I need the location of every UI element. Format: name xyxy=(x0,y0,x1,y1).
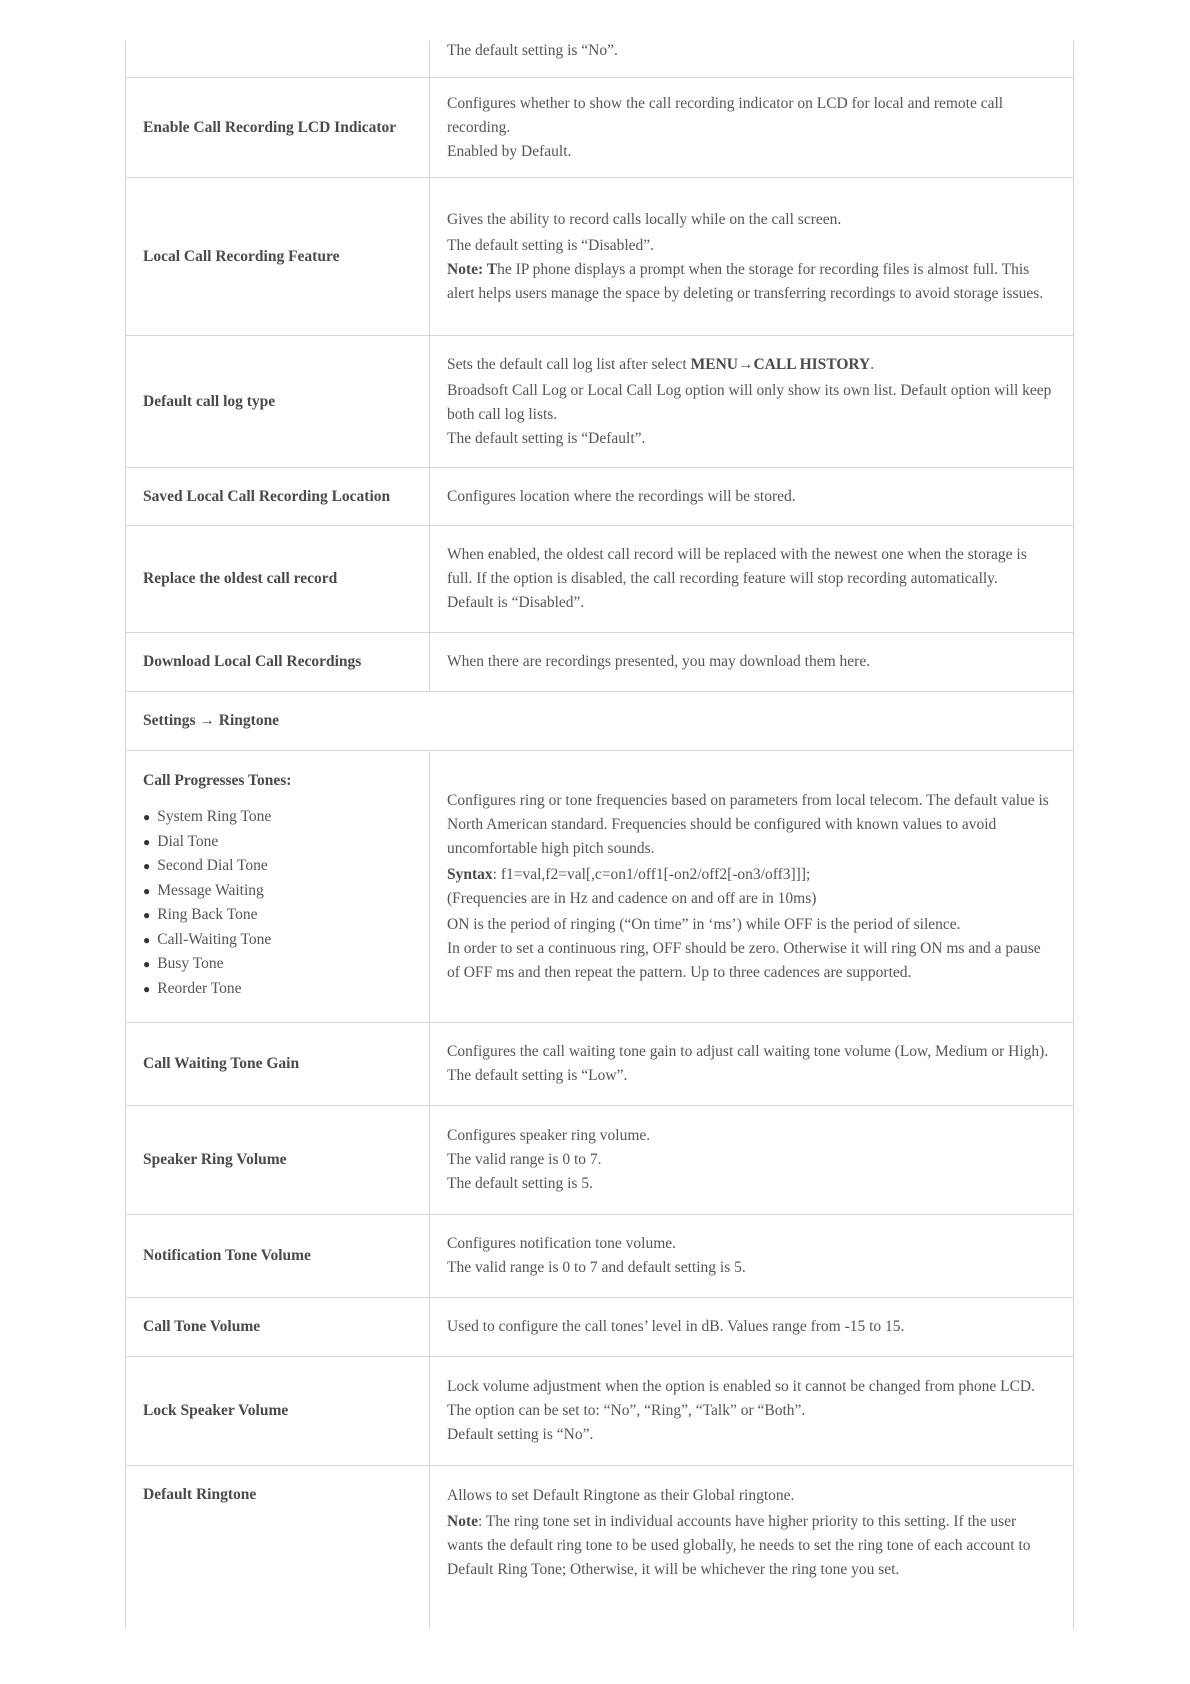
description-line: Used to configure the call tones’ level in dB. Values range from -15 to 15. xyxy=(447,1318,905,1335)
list-item-label: Call-Waiting Tone xyxy=(157,930,272,948)
row-label: Call Progresses Tones: xyxy=(143,772,292,789)
row-description xyxy=(430,1466,1073,1630)
list-item-label: Ring Back Tone xyxy=(157,906,258,923)
row-label-cell xyxy=(126,751,430,1022)
list-item-label: Second Dial Tone xyxy=(157,857,268,874)
row-label: Saved Local Call Recording Location xyxy=(126,468,430,525)
table-row xyxy=(126,336,1073,468)
row-label: Local Call Recording Feature xyxy=(126,178,430,335)
list-item-label: Message Waiting xyxy=(157,881,264,899)
row-description xyxy=(430,1023,1073,1105)
note-paragraph xyxy=(447,1510,1056,1582)
bullet-icon: ● xyxy=(143,981,151,996)
description-line: The default setting is “No”. xyxy=(447,42,618,59)
row-description xyxy=(430,633,1073,691)
bullet-icon: ● xyxy=(143,883,151,898)
table-row xyxy=(126,178,1073,336)
table-row xyxy=(126,1106,1073,1215)
syntax-label: Syntax xyxy=(447,865,493,883)
description-line: The default setting is “Default”. xyxy=(447,429,646,447)
table-row xyxy=(126,78,1073,178)
syntax-text: : f1=val,f2=val[,c=on1/off1[-on2/off2[-on3/off3]]]; xyxy=(492,865,811,883)
list-item xyxy=(143,928,271,953)
row-label: Notification Tone Volume xyxy=(126,1215,430,1297)
section-title: Settings → Ringtone xyxy=(143,712,280,729)
bullet-icon: ● xyxy=(143,810,151,824)
list-item xyxy=(143,977,271,1002)
row-label: Default Ringtone xyxy=(126,1466,430,1630)
description-line: In order to set a continuous ring, OFF should be zero. Otherwise it will ring ON ms and a pause of OFF ms and then repeat the pattern. Up to three cadences are supported. xyxy=(447,939,1041,981)
description-line: The valid range is 0 to 7. xyxy=(447,1151,602,1168)
table-row xyxy=(126,1298,1073,1357)
bullet-icon: ● xyxy=(143,834,151,849)
table-row xyxy=(126,1215,1073,1298)
description-line: Gives the ability to record calls locally while on the call screen. xyxy=(447,210,842,228)
row-label: Default call log type xyxy=(126,336,430,467)
table-row xyxy=(126,526,1073,633)
list-item xyxy=(143,903,271,928)
table-row xyxy=(126,468,1073,526)
description-line: Configures whether to show the call recording indicator on LCD for local and remote call xyxy=(447,94,1004,112)
list-item xyxy=(143,854,271,879)
row-label xyxy=(126,41,430,77)
row-description xyxy=(430,178,1073,335)
description-line: recording. xyxy=(447,118,511,136)
list-item-label: Reorder Tone xyxy=(157,979,242,997)
description-line: The option can be set to: “No”, “Ring”, “Talk” or “Both”. xyxy=(447,1402,806,1419)
description-line: The default setting is “Disabled”. xyxy=(447,236,655,254)
row-description xyxy=(430,526,1073,632)
row-description xyxy=(430,336,1073,467)
table-row xyxy=(126,751,1073,1023)
row-label: Lock Speaker Volume xyxy=(126,1357,430,1465)
description-text: . xyxy=(870,355,875,373)
description-line: Enabled by Default. xyxy=(447,142,572,160)
note-text: : The ring tone set in individual accounts have higher priority to this setting. If the user wants the default ring tone to be used globally, he needs to set the ring tone of each account to Default Ring Tone; Otherwise, it will be whichever the ring tone you set. xyxy=(447,1513,1031,1578)
row-label: Speaker Ring Volume xyxy=(126,1106,430,1214)
description-line: The valid range is 0 to 7 and default setting is 5. xyxy=(447,1259,746,1276)
description-line: Configures location where the recordings will be stored. xyxy=(447,487,796,505)
description-line: Configures speaker ring volume. xyxy=(447,1127,651,1144)
list-item-label: Dial Tone xyxy=(157,832,219,850)
table-row xyxy=(126,633,1073,692)
description-line: The default setting is 5. xyxy=(447,1175,593,1192)
description-line: Default is “Disabled”. xyxy=(447,594,585,611)
row-description xyxy=(430,468,1073,525)
row-label: Call Waiting Tone Gain xyxy=(126,1023,430,1105)
table-row xyxy=(126,1466,1073,1630)
section-header-row xyxy=(126,692,1073,751)
list-item xyxy=(143,879,271,904)
bullet-icon: ● xyxy=(143,859,151,873)
description-line: Broadsoft Call Log or Local Call Log option will only show its own list. Default option will keep both call log lists. xyxy=(447,381,1052,423)
table-row xyxy=(126,1357,1073,1466)
description-line: ON is the period of ringing (“On time” in ‘ms’) while OFF is the period of silence. xyxy=(447,915,961,933)
note-label: Note xyxy=(447,1513,478,1530)
row-description xyxy=(430,1106,1073,1214)
bullet-icon: ● xyxy=(143,957,151,971)
description-line: Allows to set Default Ringtone as their Global ringtone. xyxy=(447,1487,795,1504)
table-row xyxy=(126,1023,1073,1106)
description-line xyxy=(447,353,1056,377)
table-row xyxy=(126,41,1073,78)
row-description xyxy=(430,78,1073,177)
list-item xyxy=(143,830,271,855)
bullet-icon: ● xyxy=(143,908,151,922)
description-line: Configures the call waiting tone gain to adjust call waiting tone volume (Low, Medium or High). The default setting is “Low”. xyxy=(447,1043,1049,1084)
note-text: he IP phone displays a prompt when the storage for recording files is almost full. This alert helps users manage the space by deleting or transferring recordings to avoid storage issues. xyxy=(447,260,1044,302)
row-description xyxy=(430,1357,1073,1465)
row-label: Download Local Call Recordings xyxy=(126,633,430,691)
list-item-label: System Ring Tone xyxy=(157,808,272,825)
row-description xyxy=(430,751,1073,1022)
row-label: Replace the oldest call record xyxy=(126,526,430,632)
syntax-line xyxy=(447,863,1056,887)
settings-table xyxy=(125,41,1074,1630)
description-line: When there are recordings presented, you may download them here. xyxy=(447,653,871,670)
tone-list xyxy=(143,805,271,1001)
bullet-icon: ● xyxy=(143,932,151,947)
note-label: Note: T xyxy=(447,260,498,278)
menu-path: MENU→CALL HISTORY xyxy=(690,355,871,373)
note-paragraph xyxy=(447,258,1056,306)
row-description xyxy=(430,1215,1073,1297)
description-line: Configures ring or tone frequencies based on parameters from local telecom. The default value is North American standard. Frequencies should be configured with known values to avoid uncomfortable high pitch sounds. xyxy=(447,791,1049,857)
description-line: Default setting is “No”. xyxy=(447,1426,594,1443)
description-line: Lock volume adjustment when the option is enabled so it cannot be changed from phone LCD. xyxy=(447,1378,1036,1395)
row-label: Call Tone Volume xyxy=(126,1298,430,1356)
list-item xyxy=(143,805,271,830)
row-description xyxy=(430,41,1073,77)
row-label: Enable Call Recording LCD Indicator xyxy=(126,78,430,177)
description-line: (Frequencies are in Hz and cadence on and off are in 10ms) xyxy=(447,889,817,907)
list-item-label: Busy Tone xyxy=(157,955,224,972)
list-item xyxy=(143,952,271,977)
description-line: Configures notification tone volume. xyxy=(447,1235,677,1252)
row-description xyxy=(430,1298,1073,1356)
description-text: Sets the default call log list after select xyxy=(447,355,691,373)
description-line: When enabled, the oldest call record will be replaced with the newest one when the storage is full. If the option is disabled, the call recording feature will stop recording automatically. xyxy=(447,546,1027,587)
